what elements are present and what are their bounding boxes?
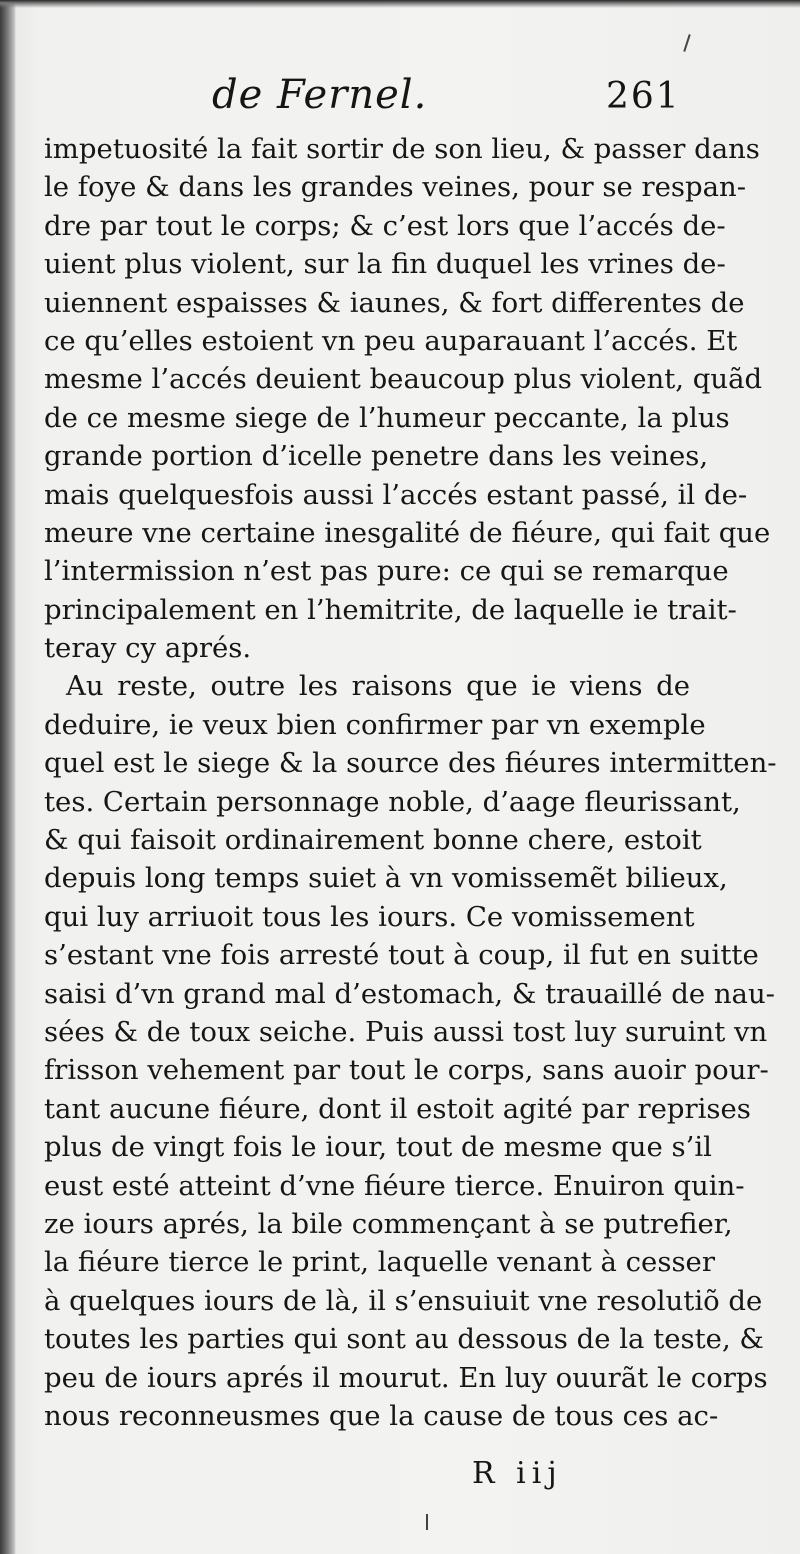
text-line: grande portion d’icelle penetre dans les veines, [44, 440, 709, 473]
text-line: eust esté atteint d’vne fiéure tierce. Enuiron quin- [44, 1169, 745, 1202]
text-line: depuis long temps suiet à vn vomissemẽt bilieux, [44, 862, 728, 895]
text-line: qui luy arriuoit tous les iours. Ce vomissement [44, 900, 695, 933]
text-line: uient plus violent, sur la fin duquel les vrines de- [44, 248, 726, 281]
text-line: mesme l’accés deuient beaucoup plus violent, quãd [44, 363, 763, 396]
text-line: quel est le siege & la source des fiéures intermitten- [44, 747, 777, 780]
body-text [44, 130, 777, 1435]
text-line: mais quelquesfois aussi l’accés estant passé, il de- [44, 478, 748, 511]
text-line: dre par tout le corps; & c’est lors que l’accés de- [44, 209, 726, 242]
text-line: la fiéure tierce le print, laquelle venant à cesser [44, 1246, 715, 1279]
text-line: & qui faisoit ordinairement bonne chere, estoit [44, 824, 702, 857]
text-line: teray cy aprés. [44, 632, 252, 665]
text-line: frisson vehement par tout le corps, sans auoir pour- [44, 1054, 769, 1087]
text-line: de ce mesme siege de l’humeur peccante, la plus [44, 401, 730, 434]
running-head: de Fernel. [212, 72, 428, 118]
text-line: nous reconneusmes que la cause de tous ces ac- [44, 1399, 719, 1432]
text-line: peu de iours aprés il mourut. En luy ouurãt le corps [44, 1361, 768, 1394]
text-line: deduire, ie veux bien confirmer par vn exemple [44, 708, 706, 741]
page-top-edge [0, 0, 800, 8]
text-line: le foye & dans les grandes veines, pour se respan- [44, 171, 747, 204]
text-line: Au reste, outre les raisons que ie viens de [66, 670, 690, 703]
text-line: ze iours aprés, la bile commençant à se putrefier, [44, 1207, 733, 1240]
page-number: 261 [606, 76, 681, 117]
text-line: plus de vingt fois le iour, tout de mesme que s’il [44, 1131, 712, 1164]
text-line: toutes les parties qui sont au dessous de la teste, & [44, 1323, 764, 1356]
page-binding-shadow [0, 0, 16, 1554]
text-line: sées & de toux seiche. Puis aussi tost luy suruint vn [44, 1015, 768, 1048]
text-line: saisi d’vn grand mal d’estomach, & trauaillé de nau- [44, 977, 775, 1010]
text-line: s’estant vne fois arresté tout à coup, il fut en suitte [44, 939, 759, 972]
text-line: l’intermission n’est pas pure: ce qui se remarque [44, 555, 729, 588]
text-line: tes. Certain personnage noble, d’aage fleurissant, [44, 785, 741, 818]
text-line: ce qu’elles estoient vn peu auparauant l’accés. Et [44, 324, 738, 357]
text-line: principalement en l’hemitrite, de laquelle ie trait- [44, 593, 737, 626]
text-line: impetuosité la fait sortir de son lieu, & passer dans [44, 133, 760, 165]
signature-mark: R iij [472, 1456, 563, 1491]
page-header [0, 72, 800, 132]
text-line: meure vne certaine inesgalité de fiéure, qui fait que [44, 516, 771, 549]
text-line: à quelques iours de là, il s’ensuiuit vne resolutiõ de [44, 1284, 763, 1317]
ink-speck [426, 1514, 428, 1530]
text-line: tant aucune fiéure, dont il estoit agité par reprises [44, 1092, 751, 1125]
ink-speck [683, 34, 690, 52]
text-line: uiennent espaisses & iaunes, & fort differentes de [44, 286, 745, 319]
